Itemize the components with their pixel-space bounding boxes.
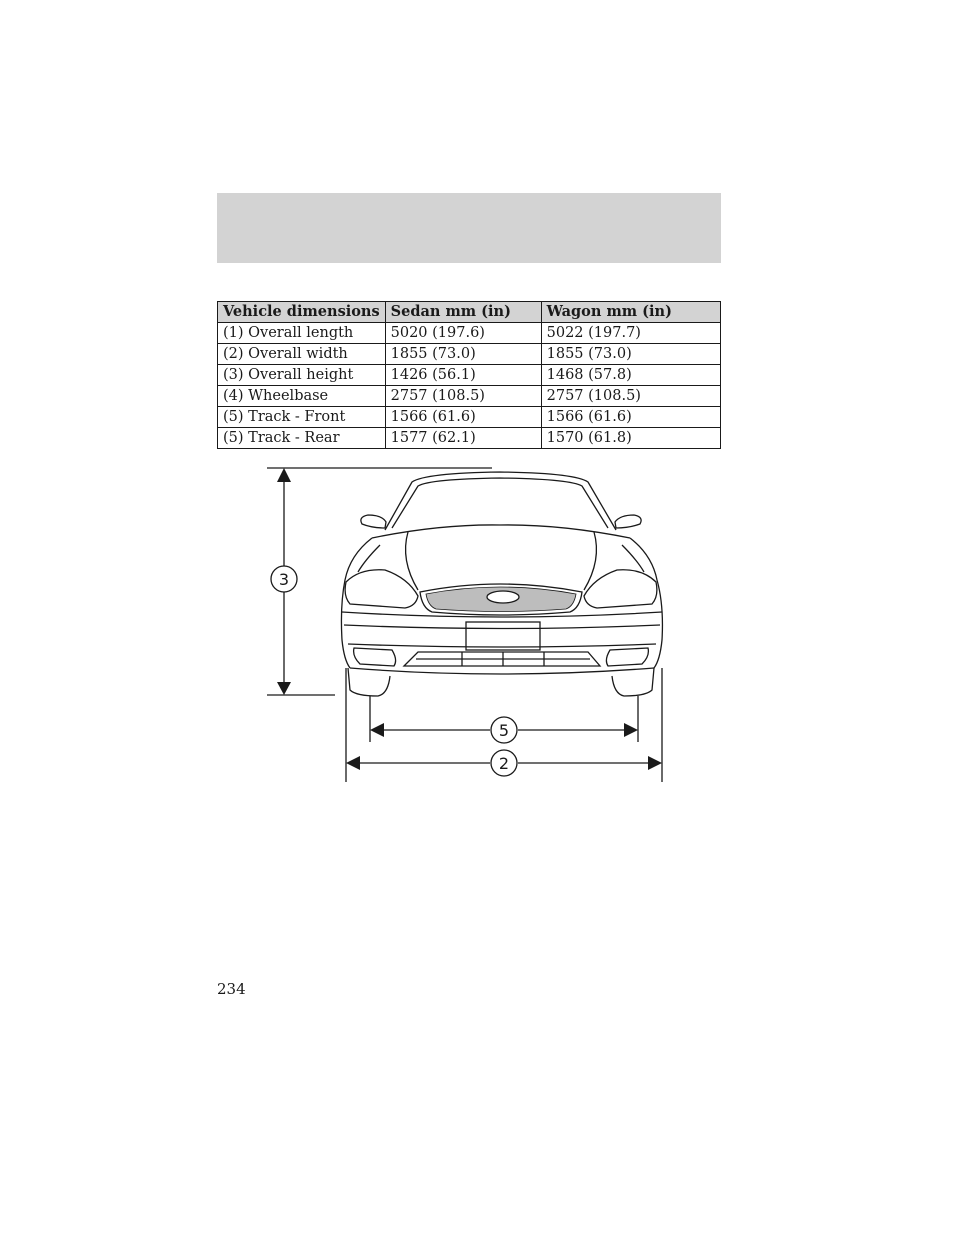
table-cell: 2757 (108.5): [385, 386, 541, 407]
table-cell: (4) Wheelbase: [218, 386, 386, 407]
arrowhead-right-icon: [624, 723, 638, 737]
table-cell: 1566 (61.6): [385, 407, 541, 428]
left-tire: [348, 668, 390, 696]
bumper-line: [344, 625, 660, 629]
arrowhead-up-icon: [277, 468, 291, 482]
right-headlight: [584, 570, 657, 608]
left-fog-light: [354, 648, 396, 666]
left-headlight: [345, 570, 418, 608]
table-cell: 1855 (73.0): [541, 344, 720, 365]
width-callout-label: 2: [498, 754, 510, 773]
table-cell: (2) Overall width: [218, 344, 386, 365]
front-chin: [350, 668, 654, 674]
windshield-outline: [385, 472, 616, 530]
column-header: Vehicle dimensions: [218, 302, 386, 323]
right-mirror: [615, 515, 641, 528]
column-header: Sedan mm (in): [385, 302, 541, 323]
arrowhead-left-icon: [370, 723, 384, 737]
hood-top-edge: [372, 525, 630, 538]
hood-crease-left: [406, 532, 418, 590]
table-cell: 5020 (197.6): [385, 323, 541, 344]
table-cell: 1570 (61.8): [541, 428, 720, 449]
table-cell: (5) Track - Front: [218, 407, 386, 428]
hood-line-left: [358, 545, 380, 572]
track-dimension: [370, 696, 638, 743]
left-mirror: [361, 515, 386, 528]
height-dimension: [267, 468, 492, 695]
table-cell: (1) Overall length: [218, 323, 386, 344]
brand-emblem-icon: [487, 591, 519, 603]
hood-line-right: [622, 545, 644, 572]
table-cell: (5) Track - Rear: [218, 428, 386, 449]
table-cell: 5022 (197.7): [541, 323, 720, 344]
right-fog-light: [606, 648, 648, 666]
arrowhead-down-icon: [277, 682, 291, 695]
license-plate: [466, 622, 540, 650]
table-cell: 1855 (73.0): [385, 344, 541, 365]
arrowhead-left-icon: [346, 756, 360, 770]
table-cell: 2757 (108.5): [541, 386, 720, 407]
table-cell: (3) Overall height: [218, 365, 386, 386]
hood-crease-right: [584, 532, 596, 590]
table-cell: 1468 (57.8): [541, 365, 720, 386]
table-cell: 1566 (61.6): [541, 407, 720, 428]
page-number: 234: [217, 980, 246, 998]
car-front-illustration: [341, 472, 662, 696]
windshield-inner: [392, 478, 608, 528]
table-cell: 1577 (62.1): [385, 428, 541, 449]
bumper-lower-line: [348, 644, 656, 647]
table-cell: 1426 (56.1): [385, 365, 541, 386]
column-header: Wagon mm (in): [541, 302, 720, 323]
track-callout-label: 5: [498, 721, 510, 740]
height-callout-label: 3: [278, 570, 290, 589]
arrowhead-right-icon: [648, 756, 662, 770]
right-tire: [612, 668, 654, 696]
